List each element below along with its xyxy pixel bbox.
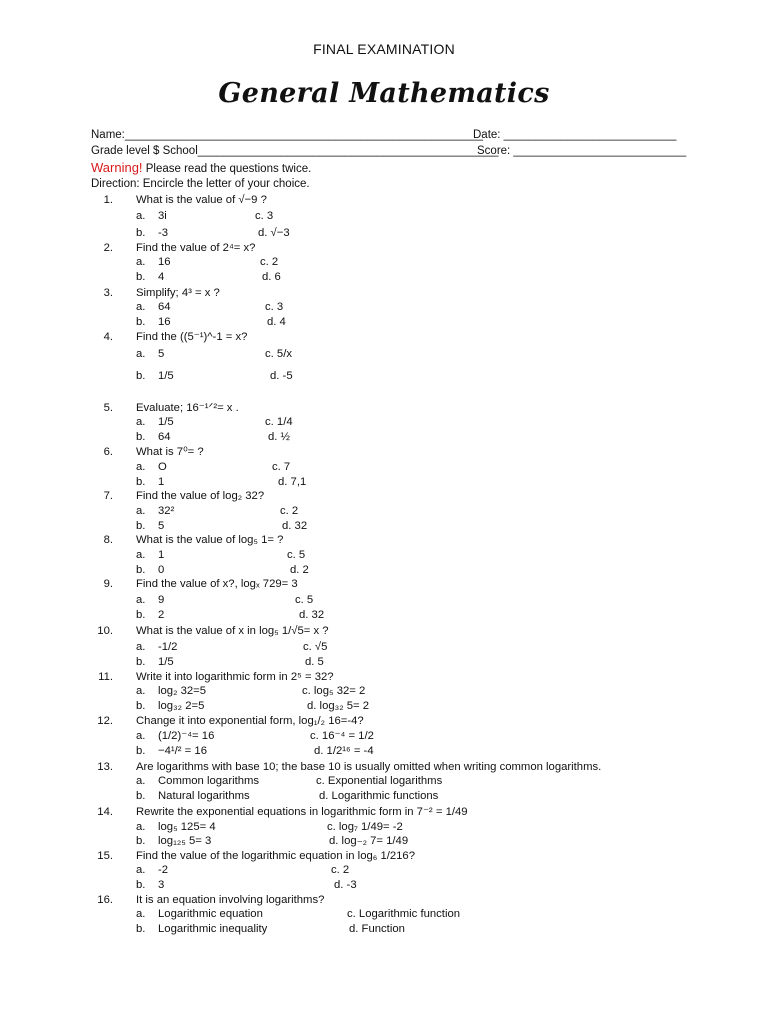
option-b-letter: b. [136, 271, 146, 283]
option-c[interactable]: c. 5 [287, 549, 306, 561]
option-a-letter: a. [136, 594, 146, 606]
option-b-letter: b. [136, 923, 146, 935]
question-text: What is the value of √−9 ? [136, 194, 267, 206]
question-text: Find the value of log₂ 32? [136, 490, 265, 502]
question-number: 10. [97, 625, 113, 637]
option-d[interactable]: d. -3 [334, 879, 357, 891]
question-text: It is an equation involving logarithms? [136, 894, 325, 906]
question-number: 12. [97, 715, 113, 727]
option-b[interactable]: 16 [158, 316, 171, 328]
option-c[interactable]: c. log₅ 32= 2 [302, 685, 366, 697]
option-b[interactable]: 1/5 [158, 656, 174, 668]
question-number: 1. [103, 194, 113, 206]
option-b-letter: b. [136, 745, 146, 757]
option-b[interactable]: 2 [158, 609, 165, 621]
option-a-letter: a. [136, 256, 146, 268]
option-a-letter: a. [136, 301, 146, 313]
option-a[interactable]: 1/5 [158, 416, 174, 428]
option-b-letter: b. [136, 700, 146, 712]
question-number: 9. [103, 578, 113, 590]
option-b[interactable]: 0 [158, 564, 165, 576]
option-b-letter: b. [136, 609, 146, 621]
warning-label: Warning! [91, 160, 143, 175]
option-b[interactable]: 4 [158, 271, 165, 283]
option-d[interactable]: d. -5 [270, 370, 293, 382]
option-a-letter: a. [136, 461, 146, 473]
option-b[interactable]: -3 [158, 227, 169, 239]
option-a[interactable]: log₂ 32=5 [158, 685, 207, 697]
option-a[interactable]: 16 [158, 256, 171, 268]
option-a-letter: a. [136, 821, 146, 833]
option-b-letter: b. [136, 476, 146, 488]
option-d[interactable]: d. log₋₂ 7= 1/49 [329, 835, 409, 847]
option-d[interactable]: d. ½ [268, 431, 290, 443]
question-text: Evaluate; 16⁻¹ᐟ²= x . [136, 402, 239, 414]
option-a-letter: a. [136, 864, 146, 876]
option-a-letter: a. [136, 685, 146, 697]
option-b[interactable]: 5 [158, 520, 165, 532]
option-a[interactable]: Logarithmic equation [158, 908, 263, 920]
option-b[interactable]: 64 [158, 431, 171, 443]
score-field: Score: ___________________________ [477, 145, 687, 157]
grade-school-field: Grade level $ School_______________________________________________ [91, 145, 499, 157]
option-b[interactable]: log₃₂ 2=5 [158, 700, 205, 712]
name-field: Name:________________________________________________________ [91, 129, 484, 141]
option-d[interactable]: d. 32 [282, 520, 308, 532]
option-a-letter: a. [136, 348, 146, 360]
question-text: What is the value of x in log₅ 1/√5= x ? [136, 625, 329, 637]
option-c[interactable]: c. 5 [295, 594, 314, 606]
option-b-letter: b. [136, 431, 146, 443]
option-b[interactable]: 1/5 [158, 370, 174, 382]
question-number: 7. [103, 490, 113, 502]
option-d[interactable]: d. Logarithmic functions [319, 790, 439, 802]
warning-text: Please read the questions twice. [142, 163, 312, 175]
option-c[interactable]: c. 2 [331, 864, 350, 876]
question-text: What is the value of log₅ 1= ? [136, 534, 284, 546]
option-d[interactable]: d. log₃₂ 5= 2 [307, 700, 370, 712]
option-a[interactable]: (1/2)⁻⁴= 16 [158, 730, 215, 742]
option-b-letter: b. [136, 370, 146, 382]
question-number: 11. [98, 671, 113, 683]
option-b-letter: b. [136, 227, 146, 239]
question-number: 6. [103, 446, 113, 458]
option-a-letter: a. [136, 730, 146, 742]
direction-text: Direction: Encircle the letter of your choice. [91, 178, 310, 190]
option-c[interactable]: c. 7 [272, 461, 291, 473]
option-a[interactable]: Common logarithms [158, 775, 260, 787]
question-number: 5. [103, 402, 113, 414]
question-number: 14. [97, 806, 113, 818]
option-b[interactable]: Natural logarithms [158, 790, 250, 802]
option-d[interactable]: d. 32 [299, 609, 325, 621]
option-c[interactable]: c. 2 [280, 505, 299, 517]
option-a-letter: a. [136, 775, 146, 787]
option-b[interactable]: −4¹/² = 16 [158, 745, 207, 757]
option-a[interactable]: -1/2 [158, 641, 178, 653]
option-c[interactable]: c. 1/4 [265, 416, 293, 428]
question-number: 4. [103, 331, 113, 343]
subject-title: General Mathematics [218, 78, 550, 109]
option-c[interactable]: c. 5/x [265, 348, 292, 360]
question-text: Are logarithms with base 10; the base 10 is usually omitted when writing common logarithms. [136, 761, 602, 773]
question-text: Find the ((5⁻¹)^-1 = x? [136, 331, 248, 343]
option-a-letter: a. [136, 908, 146, 920]
question-number: 2. [103, 242, 113, 254]
option-c[interactable]: c. Exponential logarithms [316, 775, 443, 787]
question-text: Rewrite the exponential equations in logarithmic form in 7⁻² = 1/49 [136, 806, 468, 818]
question-text: Write it into logarithmic form in 2⁵ = 32? [136, 671, 334, 683]
option-d[interactable]: d. 7,1 [278, 476, 307, 488]
question-text: Find the value of 2⁴= x? [136, 242, 256, 254]
option-b[interactable]: Logarithmic inequality [158, 923, 268, 935]
option-b-letter: b. [136, 879, 146, 891]
option-c[interactable]: c. 16⁻⁴ = 1/2 [310, 730, 374, 742]
option-d[interactable]: d. 6 [262, 271, 281, 283]
option-d[interactable]: d. 1/2¹⁶ = -4 [314, 745, 374, 757]
option-b-letter: b. [136, 564, 146, 576]
option-a[interactable]: 64 [158, 301, 171, 313]
option-c[interactable]: c. √5 [303, 641, 328, 653]
option-a[interactable]: 32² [158, 505, 175, 517]
date-field: Date: ___________________________ [473, 129, 677, 141]
option-b-letter: b. [136, 316, 146, 328]
option-b-letter: b. [136, 790, 146, 802]
question-text: Change it into exponential form, log₁/₂ 16=-4? [136, 715, 364, 727]
question-number: 16. [97, 894, 113, 906]
option-a[interactable]: 5 [158, 348, 165, 360]
option-b-letter: b. [136, 520, 146, 532]
option-a[interactable]: 1 [158, 549, 165, 561]
question-text: Find the value of x?, logₓ 729= 3 [136, 578, 298, 590]
option-d[interactable]: d. 2 [290, 564, 309, 576]
option-b-letter: b. [136, 835, 146, 847]
question-number: 15. [97, 850, 113, 862]
question-text: Find the value of the logarithmic equation in log₆ 1/216? [136, 850, 416, 862]
option-a-letter: a. [136, 416, 146, 428]
option-a[interactable]: log₅ 125= 4 [158, 821, 216, 833]
option-c[interactable]: c. 3 [255, 210, 274, 222]
option-d[interactable]: d. 5 [305, 656, 324, 668]
question-text: Simplify; 4³ = x ? [136, 287, 220, 299]
option-a[interactable]: O [158, 461, 167, 473]
option-c[interactable]: c. 3 [265, 301, 284, 313]
option-a-letter: a. [136, 641, 146, 653]
option-c[interactable]: c. Logarithmic function [347, 908, 461, 920]
exam-header: FINAL EXAMINATION [313, 41, 455, 57]
question-number: 13. [97, 761, 113, 773]
warning-line [91, 161, 311, 176]
option-d[interactable]: d. 4 [267, 316, 286, 328]
option-a[interactable]: -2 [158, 864, 169, 876]
option-c[interactable]: c. 2 [260, 256, 279, 268]
question-text: What is 7⁰= ? [136, 446, 204, 458]
question-number: 3. [103, 287, 113, 299]
option-b[interactable]: 1 [158, 476, 165, 488]
option-a-letter: a. [136, 549, 146, 561]
question-number: 8. [103, 534, 113, 546]
option-b[interactable]: log₁₂₅ 5= 3 [158, 835, 212, 847]
option-c[interactable]: c. log₇ 1/49= -2 [327, 821, 403, 833]
option-b-letter: b. [136, 656, 146, 668]
option-a[interactable]: 9 [158, 594, 165, 606]
option-b[interactable]: 3 [158, 879, 165, 891]
option-a-letter: a. [136, 210, 146, 222]
option-a-letter: a. [136, 505, 146, 517]
option-d[interactable]: d. √−3 [258, 227, 290, 239]
option-a[interactable]: 3i [158, 210, 167, 222]
option-d[interactable]: d. Function [349, 923, 405, 935]
